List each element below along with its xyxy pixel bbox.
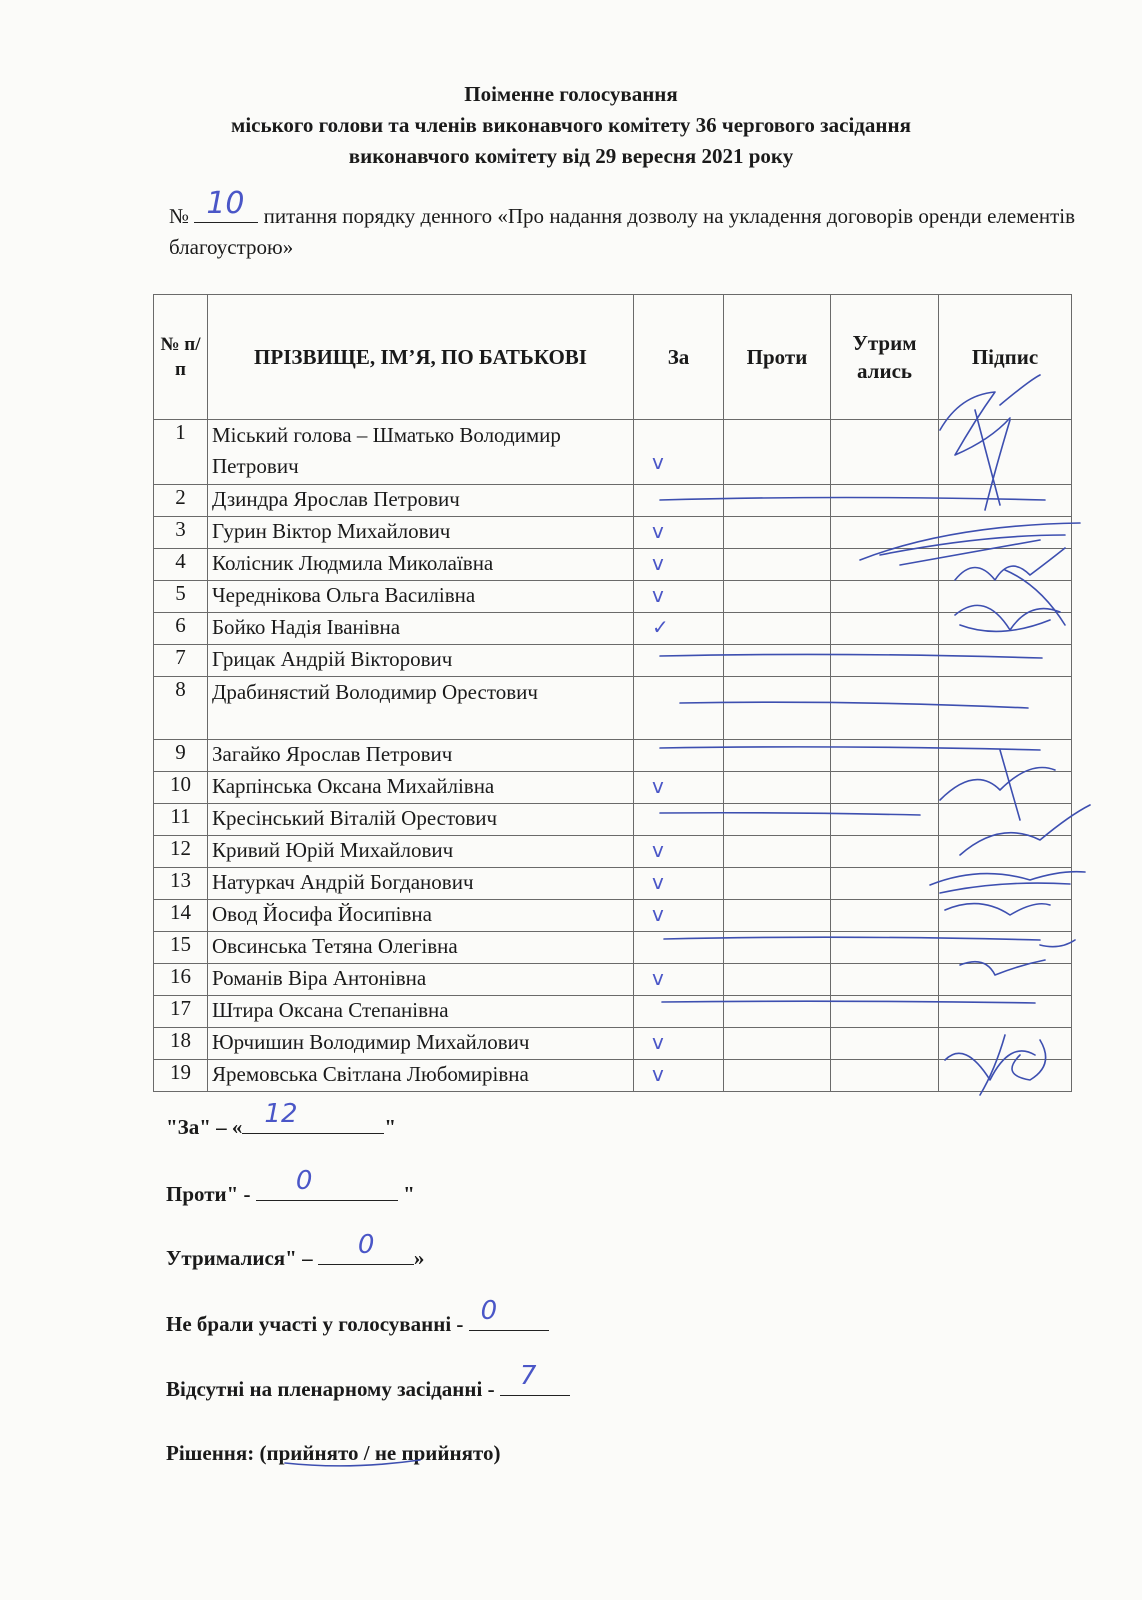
row-full-name: Натуркач Андрій Богданович (208, 868, 634, 900)
signature-10-icon (940, 750, 1055, 820)
row-full-name: Череднікова Ольга Василівна (208, 581, 634, 613)
row-full-name: Міський голова – Шматько Володимир Петрович (208, 420, 634, 485)
row-number: 13 (154, 868, 208, 900)
summary-abstained-close: » (413, 1246, 425, 1270)
vote-check-mark: v (652, 774, 664, 798)
absent-dash-row-9 (660, 747, 1040, 750)
row-full-name: Грицак Андрій Вікторович (208, 645, 634, 677)
header-signature: Підпис (939, 295, 1072, 420)
vote-check-mark: v (652, 519, 664, 543)
agenda-number-prefix: № (169, 204, 190, 228)
row-full-name: Юрчишин Володимир Михайлович (208, 1028, 634, 1060)
agenda-item-text: питання порядку денного «Про надання дозволу на укладення договорів оренди елементів благоустрою» (169, 204, 1076, 259)
signature-12-icon (960, 805, 1090, 855)
row-full-name: Драбинястий Володимир Орестович (208, 677, 634, 740)
vote-check-mark: ✓ (652, 615, 669, 639)
document-title: Поіменне голосування (464, 82, 678, 106)
row-number: 17 (154, 996, 208, 1028)
summary-for-close: " (384, 1115, 397, 1139)
summary-not-voted-label: Не брали участі у голосуванні - (166, 1312, 464, 1336)
summary-absent-label: Відсутні на пленарному засіданні - (166, 1377, 495, 1401)
row-number: 1 (154, 420, 208, 485)
signature-16-icon (960, 940, 1075, 975)
row-number: 15 (154, 932, 208, 964)
row-full-name: Карпінська Оксана Михайлівна (208, 772, 634, 804)
absent-dash-row-7 (660, 654, 1042, 658)
summary-against-label: Проти" - (166, 1182, 251, 1206)
summary-for-value: 12 (264, 1099, 298, 1129)
row-number: 12 (154, 836, 208, 868)
summary-against-value: 0 (295, 1166, 313, 1196)
document-date-line: виконавчого комітету від 29 вересня 2021 року (348, 144, 794, 168)
header-for: За (634, 295, 724, 420)
summary-against-close: " (403, 1182, 415, 1206)
vote-check-mark: v (652, 902, 664, 926)
vote-check-mark: v (652, 870, 664, 894)
vote-check-mark: v (652, 838, 664, 862)
vote-check-mark: v (652, 583, 664, 607)
row-full-name: Кресінський Віталій Орестович (208, 804, 634, 836)
row-full-name: Романів Віра Антонівна (208, 964, 634, 996)
document-subtitle: міського голови та членів виконавчого комітету 36 чергового засідання (231, 113, 911, 137)
vote-check-mark: v (652, 1062, 664, 1086)
row-full-name: Яремовська Світлана Любомирівна (208, 1060, 634, 1092)
absent-dash-row-15 (664, 937, 1040, 940)
signature-18-19-icon (945, 1035, 1046, 1095)
absent-dash-row-8 (680, 702, 1028, 708)
vote-check-mark: v (652, 966, 664, 990)
signature-3-icon (860, 523, 1080, 565)
row-number: 6 (154, 613, 208, 645)
header-abstained: Утрим ались (831, 295, 939, 420)
row-number: 18 (154, 1028, 208, 1060)
row-number: 9 (154, 740, 208, 772)
row-number: 16 (154, 964, 208, 996)
signature-14-icon (945, 904, 1050, 915)
vote-check-mark: v (652, 551, 664, 575)
signature-1-icon (940, 375, 1040, 510)
header-number: № п/ п (154, 295, 208, 420)
row-full-name: Колісник Людмила Миколаївна (208, 549, 634, 581)
row-number: 7 (154, 645, 208, 677)
summary-decision: Рішення: (прийнято / не прийнято) (166, 1441, 501, 1465)
row-number: 5 (154, 581, 208, 613)
row-full-name: Штира Оксана Степанівна (208, 996, 634, 1028)
absent-dash-row-17 (662, 1001, 1035, 1003)
signature-13-icon (930, 872, 1085, 893)
row-number: 4 (154, 549, 208, 581)
summary-for-label: "За" – « (166, 1115, 243, 1139)
summary-abstained-value: 0 (357, 1230, 375, 1260)
row-full-name: Загайко Ярослав Петрович (208, 740, 634, 772)
row-number: 3 (154, 517, 208, 549)
signature-5-6-icon (955, 570, 1065, 631)
row-number: 11 (154, 804, 208, 836)
row-number: 19 (154, 1060, 208, 1092)
vote-check-mark: v (652, 1030, 664, 1054)
row-number: 2 (154, 485, 208, 517)
header-against: Проти (724, 295, 831, 420)
summary-not-voted-value: 0 (480, 1296, 498, 1326)
absent-dash-row-11 (660, 813, 920, 815)
row-number: 10 (154, 772, 208, 804)
vote-check-mark: v (652, 450, 664, 474)
header-full-name: ПРІЗВИЩЕ, ІМ’Я, ПО БАТЬКОВІ (208, 295, 634, 420)
agenda-number-handwritten: 10 (206, 186, 245, 221)
row-number: 8 (154, 677, 208, 740)
summary-abstained-label: Утрималися" – (166, 1246, 313, 1270)
decision-underline (285, 1460, 420, 1466)
summary-absent-value: 7 (519, 1361, 537, 1391)
row-full-name: Гурин Віктор Михайлович (208, 517, 634, 549)
row-full-name: Кривий Юрій Михайлович (208, 836, 634, 868)
row-full-name: Дзиндра Ярослав Петрович (208, 485, 634, 517)
row-full-name: Бойко Надія Іванівна (208, 613, 634, 645)
row-number: 14 (154, 900, 208, 932)
row-full-name: Овсинська Тетяна Олегівна (208, 932, 634, 964)
row-full-name: Овод Йосифа Йосипівна (208, 900, 634, 932)
